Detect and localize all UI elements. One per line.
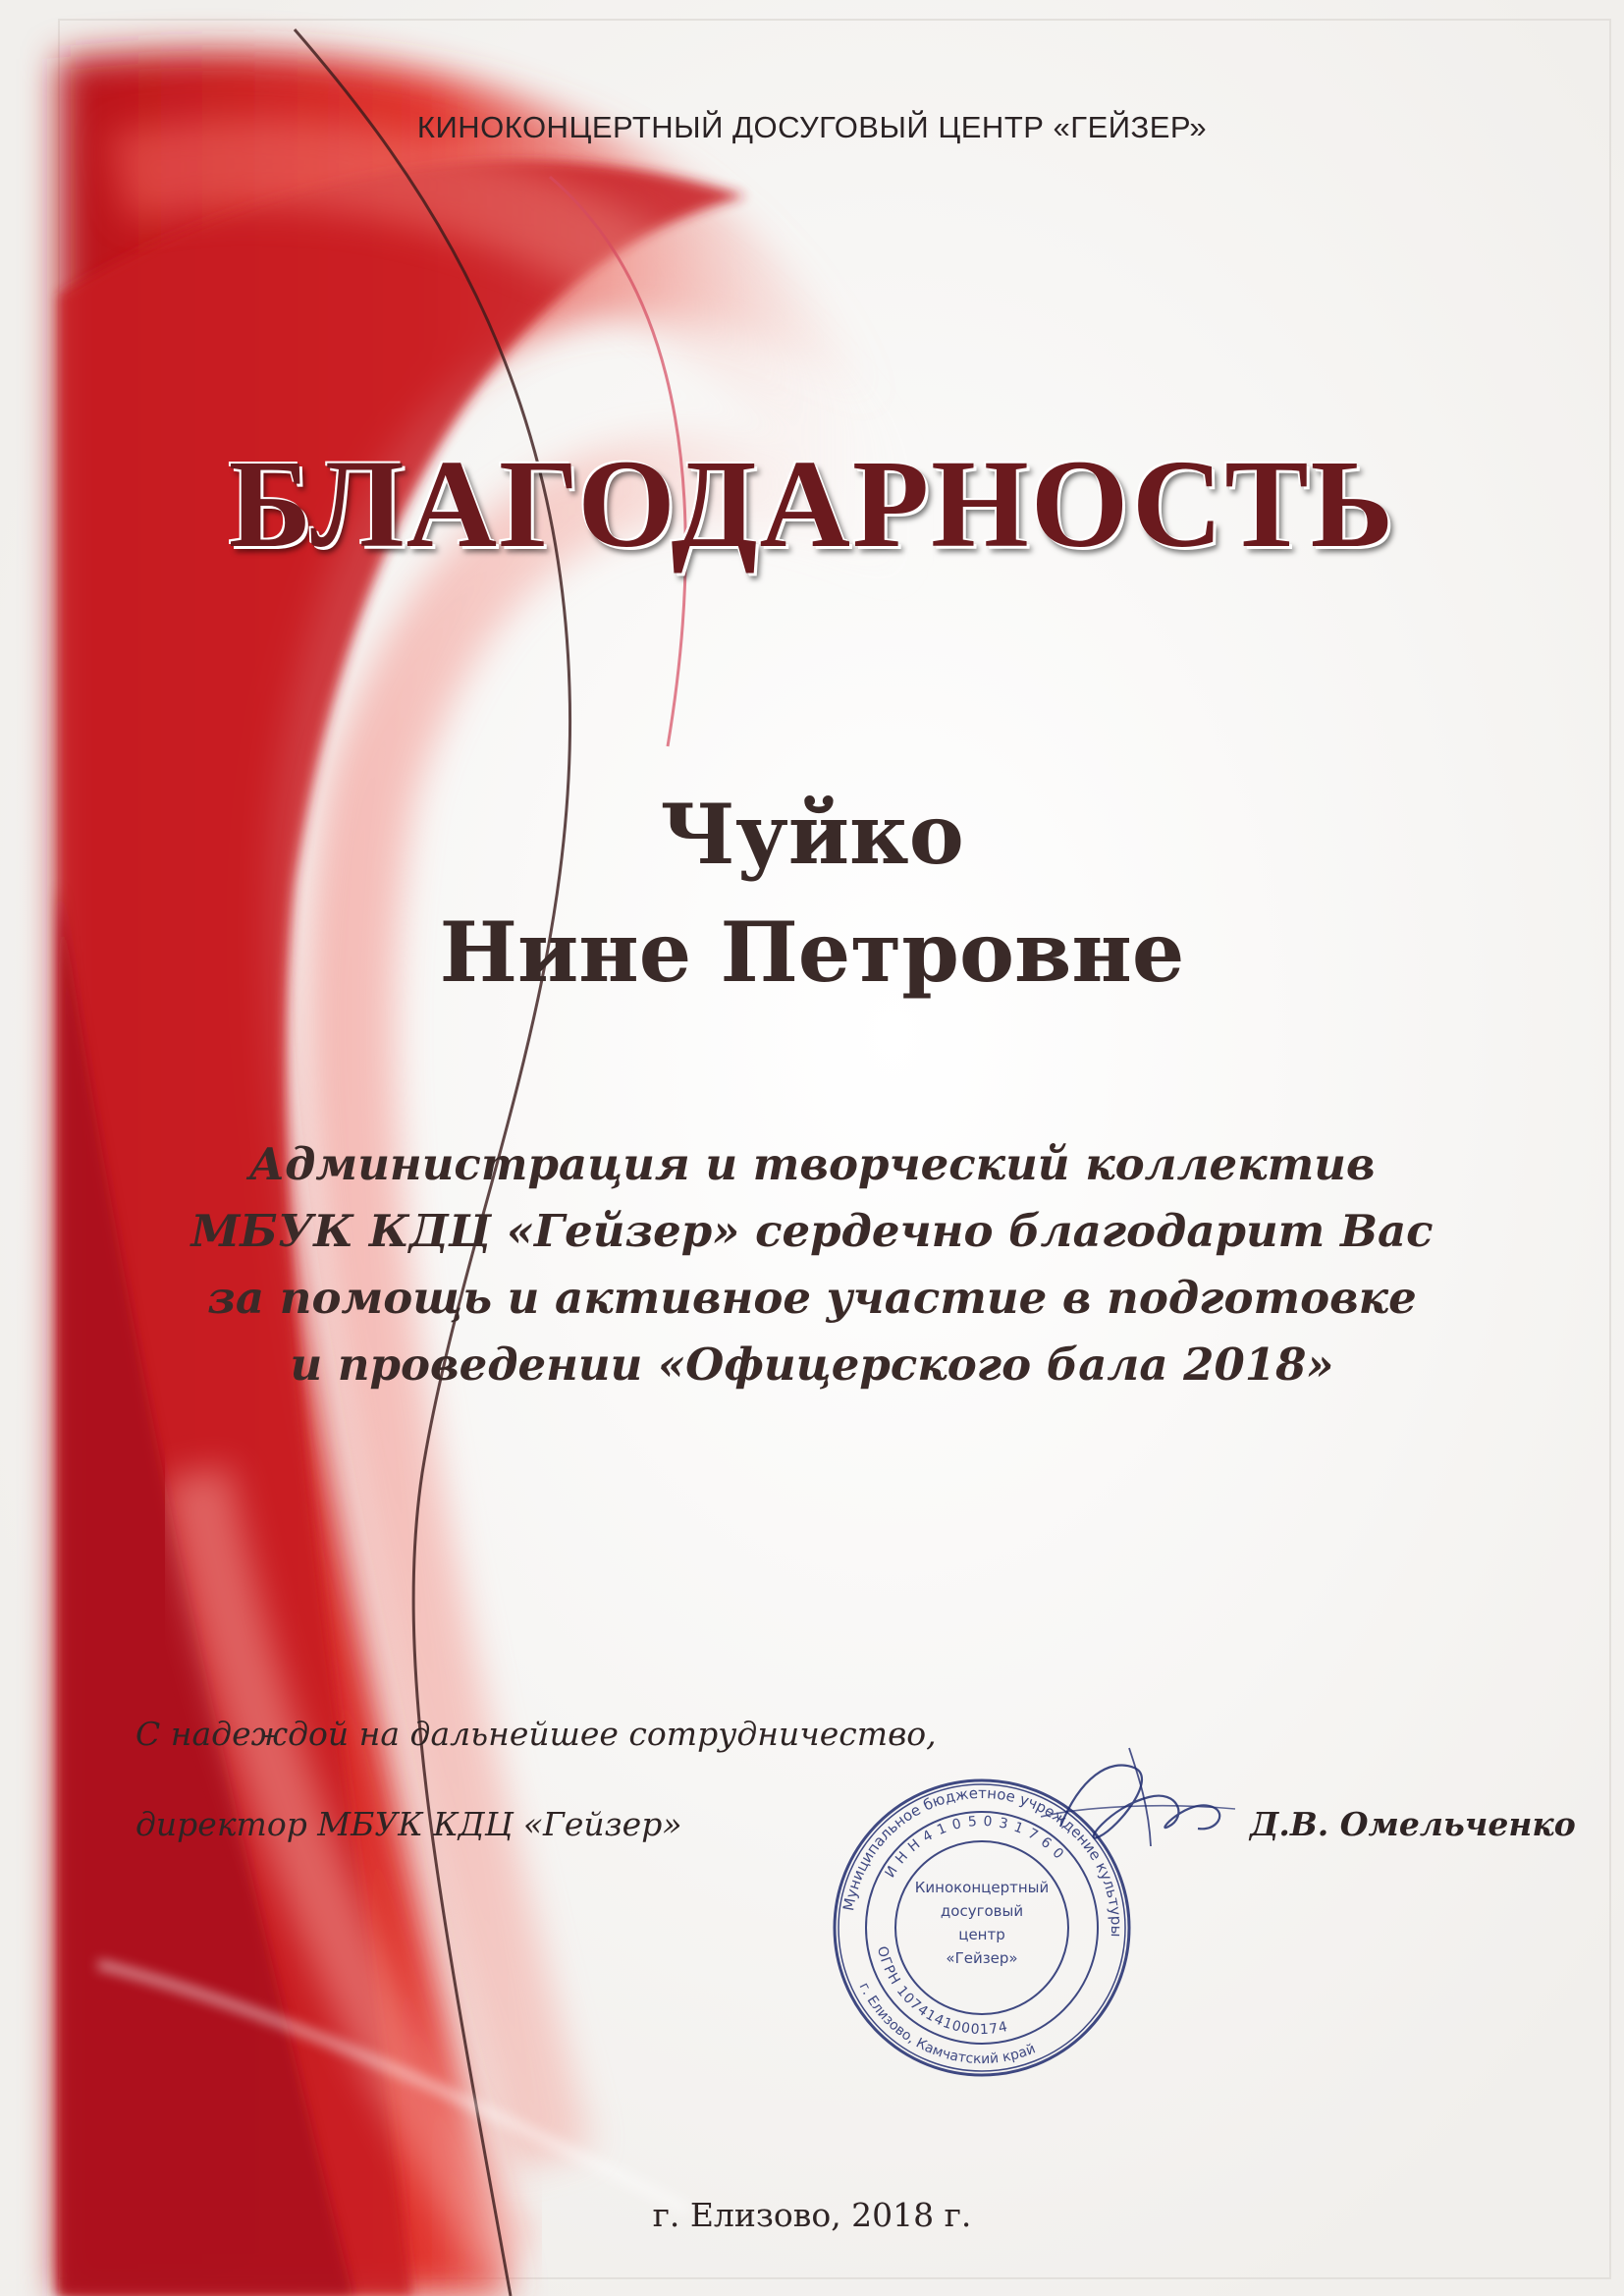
stamp-address: г. Елизово, Камчатский край bbox=[855, 1980, 1038, 2068]
organization-header: КИНОКОНЦЕРТНЫЙ ДОСУГОВЫЙ ЦЕНТР «ГЕЙЗЕР» bbox=[416, 110, 1208, 144]
stamp-center-line: досуговый bbox=[940, 1902, 1024, 1920]
closing-regards: С надеждой на дальнейшее сотрудничество, bbox=[135, 1715, 937, 1753]
signer-position: директор МБУК КДЦ «Гейзер» bbox=[135, 1805, 682, 1843]
gratitude-line: МБУК КДЦ «Гейзер» сердечно благодарит Вас bbox=[190, 1205, 1434, 1257]
gratitude-text bbox=[0, 1131, 1624, 1398]
recipient-surname: Чуйко bbox=[660, 786, 964, 883]
gratitude-line: и проведении «Офицерского бала 2018» bbox=[290, 1339, 1334, 1391]
gratitude-line: за помощь и активное участие в подготовке bbox=[207, 1272, 1417, 1324]
stamp-inn: И Н Н 4 1 0 5 0 3 1 7 6 0 bbox=[882, 1813, 1067, 1881]
signer-name: Д.В. Омельченко bbox=[1250, 1805, 1576, 1843]
stamp-outer-text: Муниципальное бюджетное учреждение культуры bbox=[839, 1783, 1126, 1938]
stamp-ogrn: ОГРН 1074141000174 bbox=[873, 1944, 1010, 2039]
stamp-center-line: Киноконцертный bbox=[914, 1879, 1050, 1896]
gratitude-line: Администрация и творческий коллектив bbox=[248, 1138, 1376, 1190]
place-and-year: г. Елизово, 2018 г. bbox=[652, 2196, 972, 2234]
stamp-center-line: «Гейзер» bbox=[946, 1949, 1018, 1967]
handwritten-signature bbox=[1041, 1738, 1237, 1866]
certificate-title: БЛАГОДАРНОСТЬ bbox=[228, 434, 1396, 574]
recipient-given-names: Нине Петровне bbox=[439, 903, 1185, 1001]
stamp-center-line: центр bbox=[958, 1926, 1005, 1943]
